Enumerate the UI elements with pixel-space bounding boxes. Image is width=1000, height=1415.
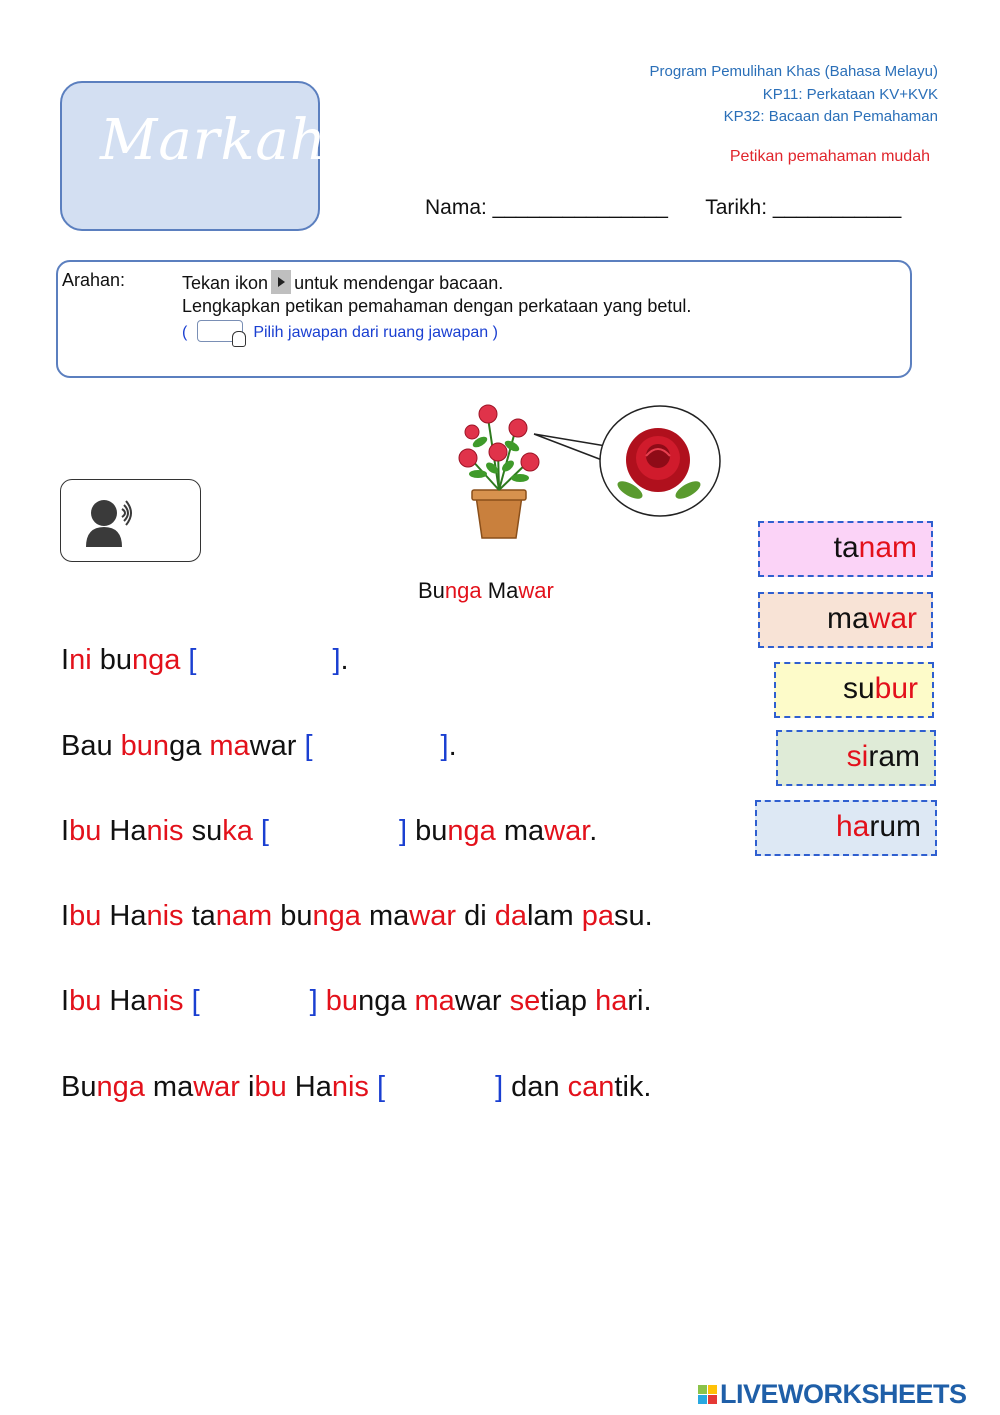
kp11-label: KP11: Perkataan KV+KVK (762, 86, 938, 103)
answer-option-tanam[interactable]: tanam (758, 521, 933, 577)
program-title: Program Pemulihan Khas (Bahasa Melayu) (649, 63, 938, 80)
speaking-person-icon (78, 491, 138, 551)
instruction-line-1: Tekan ikon untuk mendengar bacaan. (182, 270, 503, 294)
answer-option-mawar[interactable]: mawar (758, 592, 933, 648)
instruction-line-2: Lengkapkan petikan pemahaman dengan perkataan yang betul. (182, 296, 692, 316)
kp32-label: KP32: Bacaan dan Pemahaman (723, 108, 938, 125)
answer-option-harum[interactable]: harum (755, 800, 937, 856)
logo-squares-icon (698, 1385, 717, 1404)
sentence-4: Ibu Hanis tanam bunga mawar di dalam pasu. (61, 900, 653, 932)
name-field: Nama: _______________ (425, 196, 668, 219)
instruction-line-3: ( Pilih jawapan dari ruang jawapan ) (182, 320, 498, 342)
passage-title: Bunga Mawar (418, 578, 554, 603)
sentence-3: Ibu Hanis suka [ ] bunga mawar. (61, 815, 598, 847)
name-date-line (425, 196, 901, 220)
liveworksheets-logo: LIVEWORKSHEETS (698, 1380, 967, 1408)
worksheet-subtitle: Petikan pemahaman mudah (729, 148, 930, 165)
date-field: Tarikh: ___________ (705, 196, 902, 219)
sentence-6: Bunga mawar ibu Hanis [ ] dan cantik. (61, 1071, 652, 1103)
audio-play-button[interactable] (60, 479, 201, 562)
sentence-1: Ini bunga [ ]. (61, 644, 349, 676)
play-icon (271, 270, 291, 294)
answer-option-siram[interactable]: siram (776, 730, 936, 786)
rose-illustration (450, 398, 730, 548)
answer-box-hint-icon (197, 320, 243, 342)
answer-option-subur[interactable]: subur (774, 662, 934, 718)
sentence-2: Bau bunga mawar [ ]. (61, 730, 457, 762)
instructions-label: Arahan: (62, 270, 126, 290)
markah-label: Markah (100, 108, 327, 173)
pointer-hand-icon (232, 331, 246, 347)
sentence-5: Ibu Hanis [ ] bunga mawar setiap hari. (61, 985, 652, 1017)
